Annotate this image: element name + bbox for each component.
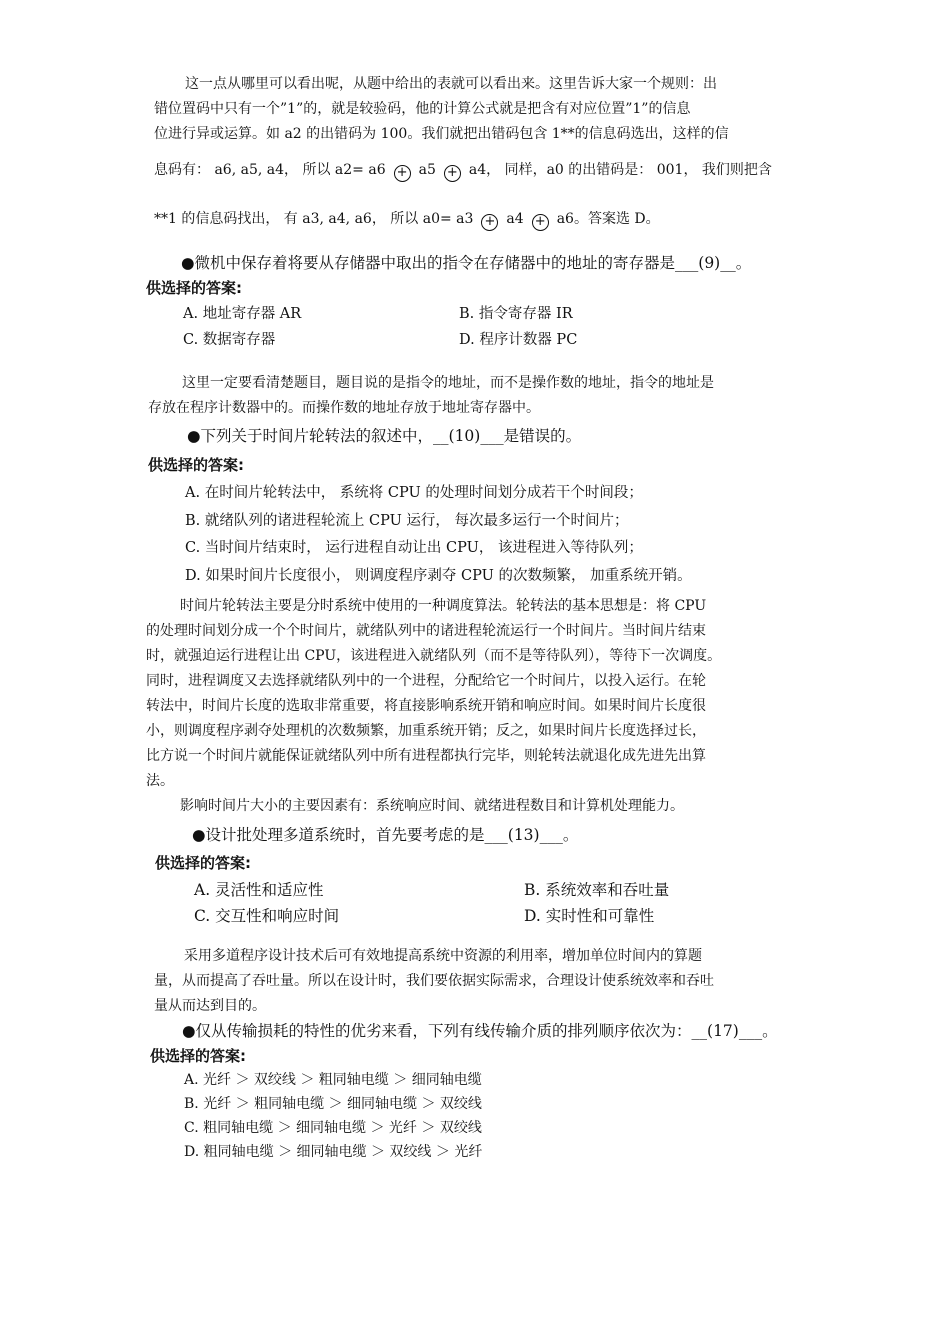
q13-explanation-line2: 量，从而提高了吞吐量。所以在设计时，我们要依据实际需求，合理设计使系统效率和吞吐 <box>154 973 714 989</box>
q17-option-d: D. 粗同轴电缆 ＞ 细同轴电缆 ＞ 双绞线 ＞ 光纤 <box>184 1144 483 1160</box>
q10-explanation-line9: 影响时间片大小的主要因素有：系统响应时间、就绪进程数目和计算机处理能力。 <box>180 798 684 814</box>
q13-option-d: D. 实时性和可靠性 <box>524 907 655 925</box>
q10-explanation-line6: 小，则调度程序剥夺处理机的次数频繁，加重系统开销；反之，如果时间片长度选择过长， <box>146 723 706 739</box>
q10-option-d: D. 如果时间片长度很小， 则调度程序剥夺 CPU 的次数频繁， 加重系统开销。 <box>185 568 692 584</box>
para1-line4 <box>154 160 772 182</box>
q17-option-c: C. 粗同轴电缆 ＞ 细同轴电缆 ＞ 光纤 ＞ 双绞线 <box>184 1120 482 1136</box>
q10-explanation-line7: 比方说一个时间片就能保证就绪队列中所有进程都执行完毕，则轮转法就退化成先进先出算 <box>146 748 706 764</box>
q10-option-c: C. 当时间片结束时， 运行进程自动让出 CPU， 该进程进入等待队列； <box>185 540 643 556</box>
xor-symbol-icon: + <box>532 214 549 231</box>
xor-symbol-icon: + <box>481 214 498 231</box>
q17-option-b: B. 光纤 ＞ 粗同轴电缆 ＞ 细同轴电缆 ＞ 双绞线 <box>184 1096 482 1112</box>
q13-option-b: B. 系统效率和吞吐量 <box>524 881 670 899</box>
para1-line4-a: 息码有： a6, a5, a4， 所以 a2= a6 <box>154 162 386 178</box>
para1-line3: 位进行异或运算。如 a2 的出错码为 100。我们就把出错码包含 1**的信息码选出，这样的信 <box>154 126 729 142</box>
q9-option-b: B. 指令寄存器 IR <box>459 306 573 322</box>
para1-line5-b: a4 <box>506 211 524 227</box>
para1-line5 <box>154 209 660 231</box>
q13-explanation-line1: 采用多道程序设计技术后可有效地提高系统中资源的利用率，增加单位时间内的算题 <box>184 948 702 964</box>
q9-answers-header: 供选择的答案: <box>146 279 242 297</box>
xor-symbol-icon: + <box>394 165 411 182</box>
q9-explanation-line1: 这里一定要看清楚题目，题目说的是指令的地址，而不是操作数的地址，指令的地址是 <box>182 375 714 391</box>
q9-question: ●微机中保存着将要从存储器中取出的指令在存储器中的地址的寄存器是___(9)__。 <box>181 254 752 272</box>
q10-option-b: B. 就绪队列的诸进程轮流上 CPU 运行， 每次最多运行一个时间片； <box>185 513 629 529</box>
q10-explanation-line1: 时间片轮转法主要是分时系统中使用的一种调度算法。轮转法的基本思想是：将 CPU <box>180 598 707 614</box>
q17-answers-header: 供选择的答案: <box>150 1047 246 1065</box>
q13-option-a: A. 灵活性和适应性 <box>194 881 324 899</box>
para1-line4-c: a4， 同样，a0 的出错码是： 001， 我们则把含 <box>468 162 772 178</box>
para1-line4-b: a5 <box>418 162 436 178</box>
q9-option-a: A. 地址寄存器 AR <box>183 306 302 322</box>
q13-option-c: C. 交互性和响应时间 <box>194 907 340 925</box>
q10-option-a: A. 在时间片轮转法中， 系统将 CPU 的处理时间划分成若干个时间段； <box>185 485 643 501</box>
q13-question: ●设计批处理多道系统时，首先要考虑的是___(13)___。 <box>192 826 579 844</box>
q10-answers-header: 供选择的答案: <box>148 456 244 474</box>
q13-explanation-line3: 量从而达到目的。 <box>154 998 266 1014</box>
q10-question: ●下列关于时间片轮转法的叙述中，__(10)___是错误的。 <box>187 427 582 445</box>
q9-explanation-line2: 存放在程序计数器中的。而操作数的地址存放于地址寄存器中。 <box>148 400 540 416</box>
q9-option-d: D. 程序计数器 PC <box>459 332 578 348</box>
q10-explanation-line8: 法。 <box>146 773 174 789</box>
para1-line5-a: **1 的信息码找出， 有 a3, a4, a6， 所以 a0= a3 <box>154 211 474 227</box>
q10-explanation-line4: 同时，进程调度又去选择就绪队列中的一个进程，分配给它一个时间片，以投入运行。在轮 <box>146 673 706 689</box>
q17-option-a: A. 光纤 ＞ 双绞线 ＞ 粗同轴电缆 ＞ 细同轴电缆 <box>184 1072 482 1088</box>
para1-line1: 这一点从哪里可以看出呢，从题中给出的表就可以看出来。这里告诉大家一个规则：出 <box>185 76 717 92</box>
q10-explanation-line2: 的处理时间划分成一个个时间片，就绪队列中的诸进程轮流运行一个时间片。当时间片结束 <box>146 623 706 639</box>
para1-line2: 错位置码中只有一个”1”的，就是较验码，他的计算公式就是把含有对应位置”1”的信息 <box>154 101 691 117</box>
xor-symbol-icon: + <box>444 165 461 182</box>
para1-line5-c: a6。答案选 D。 <box>556 211 660 227</box>
q13-answers-header: 供选择的答案: <box>155 854 251 872</box>
q9-option-c: C. 数据寄存器 <box>183 332 276 348</box>
q10-explanation-line3: 时，就强迫运行进程让出 CPU，该进程进入就绪队列（而不是等待队列），等待下一次调度。 <box>146 648 722 664</box>
q17-question: ●仅从传输损耗的特性的优劣来看，下列有线传输介质的排列顺序依次为：__(17)___。 <box>182 1022 778 1040</box>
q10-explanation-line5: 转法中，时间片长度的选取非常重要，将直接影响系统开销和响应时间。如果时间片长度很 <box>146 698 706 714</box>
